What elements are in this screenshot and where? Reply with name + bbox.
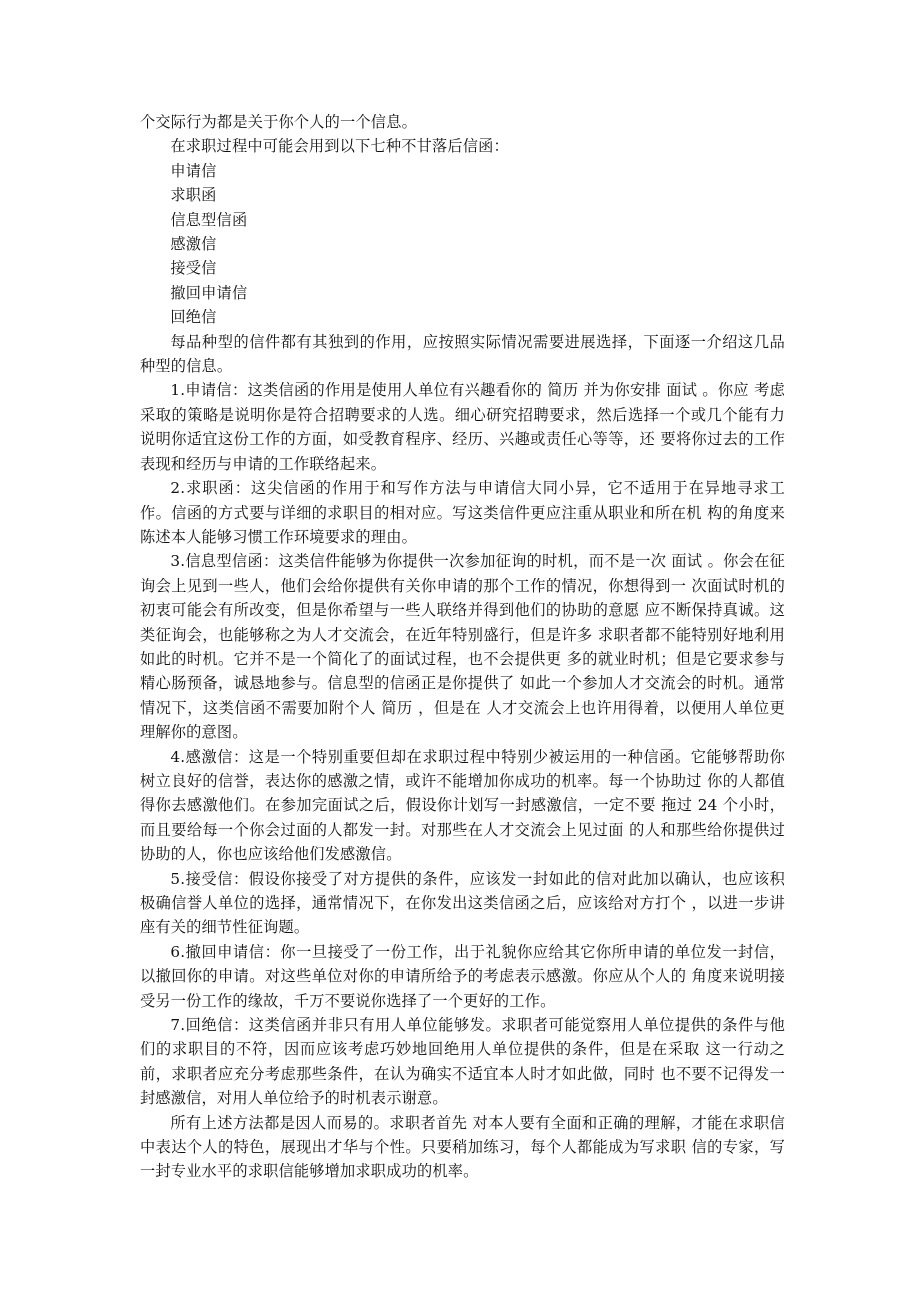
section-withdrawal-letter: 6.撤回申请信：你一旦接受了一份工作，出于礼貌你应给其它你所申请的单位发一封信，以撤回你的申请。对这些单位对你的申请所给予的考虑表示感激。你应从个人的 角度来说明接受另一份工作的缘故，千万不要说你选择了一个更好的工作。 bbox=[140, 942, 785, 1010]
letter-type-item: 接受信 bbox=[170, 259, 217, 278]
section-rejection-letter: 7.回绝信：这类信函并非只有用人单位能够发。求职者可能觉察用人单位提供的条件与他们的求职目的不符，因而应该考虑巧妙地回绝用人单位提供的条件，但是在采取 这一行动之前，求职者应充分考虑那些条件，在认为确实不适宜本人时才如此做，同时 也不要不记得发一封感激信，对用人单位给予的时机表示谢意。 bbox=[140, 1016, 785, 1108]
section-application-letter: 1.申请信：这类信函的作用是使用人单位有兴趣看你的 简历 并为你安排 面试 。你应 考虑采取的策略是说明你是符合招聘要求的人选。细心研究招聘要求，然后选择一个或几个能有力说明你适宜这份工作的方面，如受教育程序、经历、兴趣或责任心等等，还 要将你过去的工作表现和经历与申请的工作联络起来。 bbox=[140, 381, 785, 473]
section-informational-letter: 3.信息型信函：这类信件能够为你提供一次参加征询的时机，而不是一次 面试 。你会在征询会上见到一些人，他们会给你提供有关你申请的那个工作的情况，你想得到一 次面试时机的初衷可能会有所改变，但是你希望与一些人联络并得到他们的协助的意愿 应不断保持真诚。这类征询会，也能够称之为人才交流会，在近年特别盛行，但是许多 求职者都不能特别好地利用如此的时机。它并不是一个简化了的面试过程，也不会提供更 多的就业时机；但是它要求参与精心肠预备，诚恳地参与。信息型的信函正是你提供了 如此一个参加人才交流会的时机。通常情况下，这类信函不需要加附个人 简历 ，但是在 人才交流会上也许用得着，以便用人单位更理解你的意图。 bbox=[140, 552, 785, 742]
intro-paragraph: 在求职过程中可能会用到以下七种不甘落后信函： bbox=[170, 137, 509, 156]
document-body bbox=[140, 110, 785, 1184]
letter-type-item: 申请信 bbox=[170, 161, 217, 180]
letter-type-item: 信息型信函 bbox=[170, 210, 248, 229]
letter-type-item: 撤回申请信 bbox=[170, 283, 248, 302]
overview-paragraph: 每品种型的信件都有其独到的作用，应按照实际情况需要进展选择，下面逐一介绍这几品种型的信息。 bbox=[140, 332, 785, 376]
section-job-seeking-letter: 2.求职函：这尖信函的作用于和写作方法与申请信大同小异，它不适用于在异地寻求工作。信函的方式要与详细的求职目的相对应。写这类信件更应注重从职业和所在机 构的角度来陈述本人能够习惯工作环境要求的理由。 bbox=[140, 479, 785, 546]
letter-type-item: 感激信 bbox=[170, 235, 217, 254]
letter-type-list bbox=[140, 159, 785, 330]
letter-type-item: 求职函 bbox=[170, 186, 217, 205]
opening-line: 个交际行为都是关于你个人的一个信息。 bbox=[140, 113, 417, 131]
section-acceptance-letter: 5.接受信：假设你接受了对方提供的条件，应该发一封如此的信对此加以确认，也应该积极确信誉人单位的选择，通常情况下，在你发出这类信函之后，应该给对方打个 ，以进一步讲座有关的细节性征询题。 bbox=[140, 869, 785, 937]
letter-type-item: 回绝信 bbox=[170, 308, 217, 327]
conclusion-paragraph: 所有上述方法都是因人而易的。求职者首先 对本人要有全面和正确的理解，才能在求职信中表达个人的特色，展现出才华与个性。只要稍加练习，每个人都能成为写求职 信的专家，写一封专业水平的求职信能够增加求职成功的机率。 bbox=[140, 1113, 785, 1181]
section-thank-you-letter: 4.感激信：这是一个特别重要但却在求职过程中特别少被运用的一种信函。它能够帮助你树立良好的信誉，表达你的感激之情，或许不能增加你成功的机率。每一个协助过 你的人都值得你去感激他们。在参加完面试之后，假设你计划写一封感激信，一定不要 拖过 24 个小时，而且要给每一个你会过面的人都发一封。对那些在人才交流会上见过面 的人和那些给你提供过协助的人，你也应该给他们发感激信。 bbox=[140, 747, 785, 864]
